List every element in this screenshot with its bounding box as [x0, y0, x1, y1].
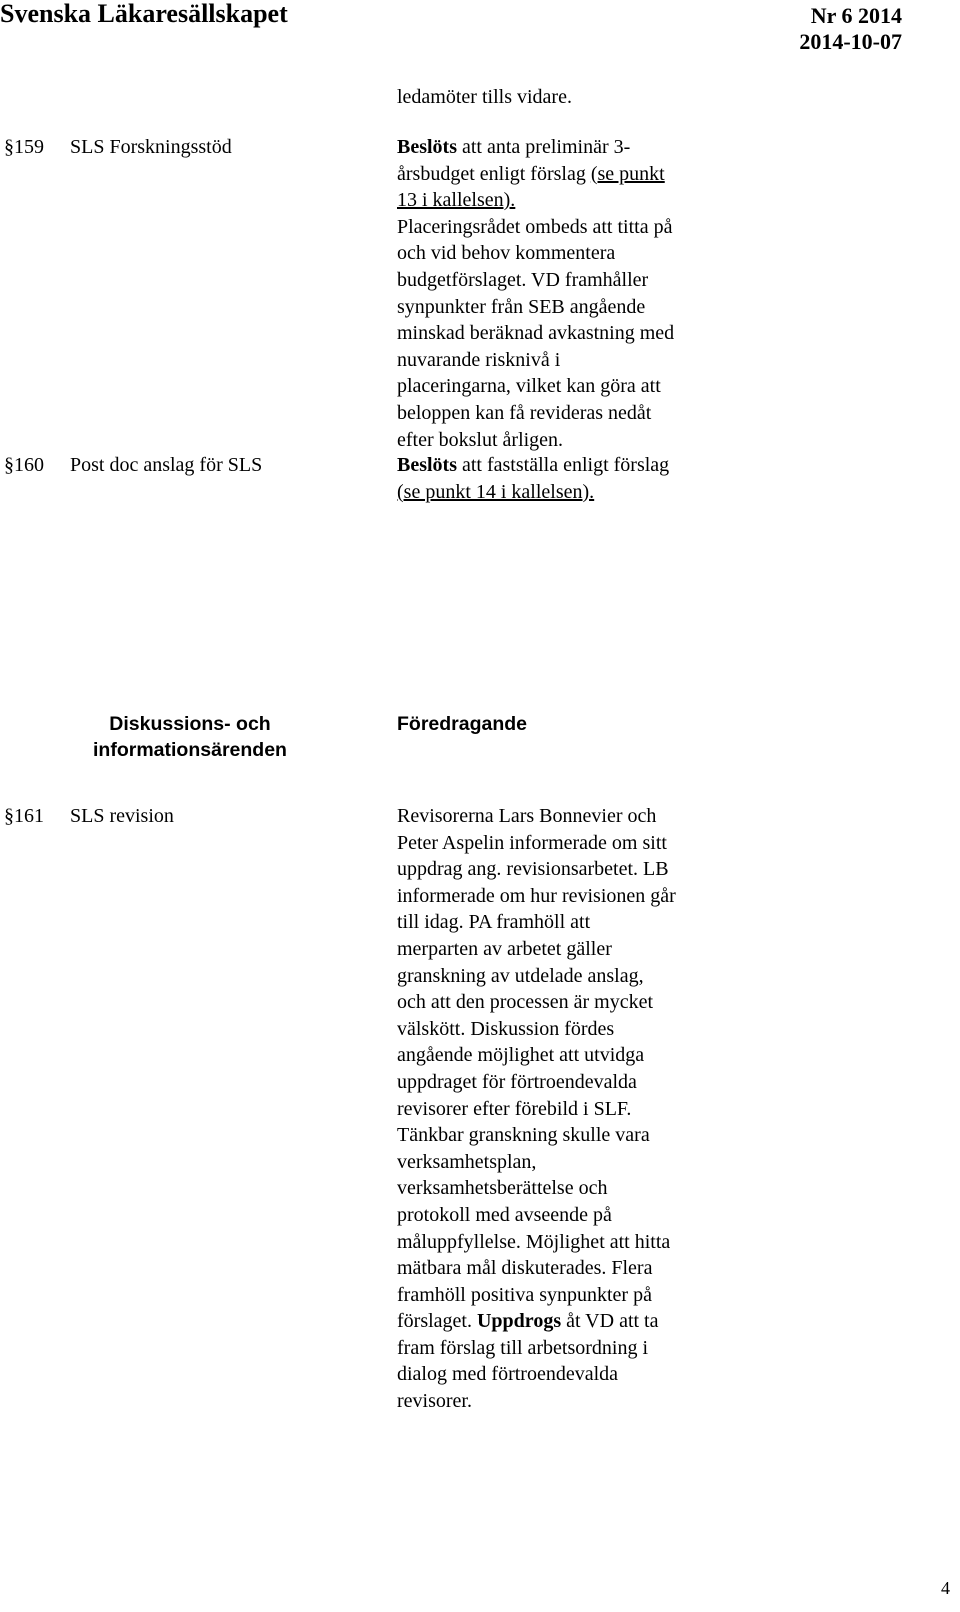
continuation-text	[397, 84, 737, 111]
line: protokoll med avseende på	[397, 1203, 612, 1226]
line: uppdraget för förtroendevalda	[397, 1070, 637, 1093]
header-org: Svenska Läkaresällskapet	[0, 0, 288, 28]
line: nuvarande risknivå i	[397, 348, 561, 371]
section-heading-right: Föredragande	[397, 713, 528, 735]
item-159-title: SLS Forskningsstöd	[70, 136, 232, 158]
line: fram förslag till arbetsordning i	[397, 1336, 649, 1359]
line: och att den processen är mycket	[397, 991, 654, 1014]
item-160-title: Post doc anslag för SLS	[70, 454, 263, 476]
item-161-title: SLS revision	[70, 805, 174, 827]
line: Revisorerna Lars Bonnevier och	[397, 805, 657, 827]
line: efter bokslut årligen.	[397, 428, 564, 451]
item-159-body	[397, 134, 737, 453]
reference-link-cont[interactable]: 13 i kallelsen).	[397, 189, 516, 212]
line: granskning av utdelade anslag,	[397, 964, 644, 987]
line: uppdrag ang. revisionsarbetet. LB	[397, 858, 669, 881]
line: förslaget. Uppdrogs åt VD att ta	[397, 1310, 659, 1333]
section-symbol: §	[4, 805, 14, 827]
header-date: 2014-10-07	[799, 29, 902, 54]
line: beloppen kan få revideras nedåt	[397, 401, 652, 424]
line: synpunkter från SEB angående	[397, 295, 646, 318]
line: placeringarna, vilket kan göra att	[397, 375, 661, 398]
line: Peter Aspelin informerade om sitt	[397, 831, 667, 854]
line: revisorer.	[397, 1390, 472, 1413]
line: revisorer efter förebild i SLF.	[397, 1097, 632, 1120]
line: minskad beräknad avkastning med	[397, 322, 675, 345]
line: verksamhetsberättelse och	[397, 1177, 608, 1200]
line: merparten av arbetet gäller	[397, 937, 612, 960]
line: välskött. Diskussion fördes	[397, 1017, 615, 1040]
line: måluppfyllelse. Möjlighet att hitta	[397, 1230, 671, 1253]
page-number: 4	[941, 1578, 950, 1598]
line: ledamöter tills vidare.	[397, 86, 572, 108]
line: mätbara mål diskuterades. Flera	[397, 1257, 653, 1280]
item-160-number: §160	[4, 454, 44, 476]
line: budgetförslaget. VD framhåller	[397, 268, 649, 291]
line: och vid behov kommentera	[397, 242, 616, 265]
header-issue: Nr 6 2014	[810, 3, 902, 28]
line: informerade om hur revisionen går	[397, 884, 676, 907]
item-161-number: §161	[4, 805, 44, 827]
section-symbol: §	[4, 454, 14, 476]
line: framhöll positiva synpunkter på	[397, 1283, 652, 1306]
line: verksamhetsplan,	[397, 1150, 537, 1173]
item-159-number: §159	[4, 136, 44, 158]
item-160-body	[397, 452, 737, 505]
line: årsbudget enligt förslag (se punkt	[397, 162, 665, 185]
reference-link[interactable]: (se punkt 14 i kallelsen).	[397, 480, 595, 503]
line: till idag. PA framhöll att	[397, 911, 591, 934]
line: Placeringsrådet ombeds att titta på	[397, 215, 673, 238]
line: dialog med förtroendevalda	[397, 1363, 619, 1386]
section-heading-left: Diskussions- och informationsärenden	[93, 713, 287, 761]
line: Beslöts att anta preliminär 3-	[397, 136, 631, 158]
line: Tänkbar granskning skulle vara	[397, 1124, 650, 1147]
line: Beslöts att fastställa enligt förslag	[397, 454, 670, 476]
reference-link[interactable]: (se punkt	[590, 162, 665, 185]
line: angående möjlighet att utvidga	[397, 1044, 645, 1067]
section-symbol: §	[4, 136, 14, 158]
item-161-body	[397, 803, 737, 1415]
